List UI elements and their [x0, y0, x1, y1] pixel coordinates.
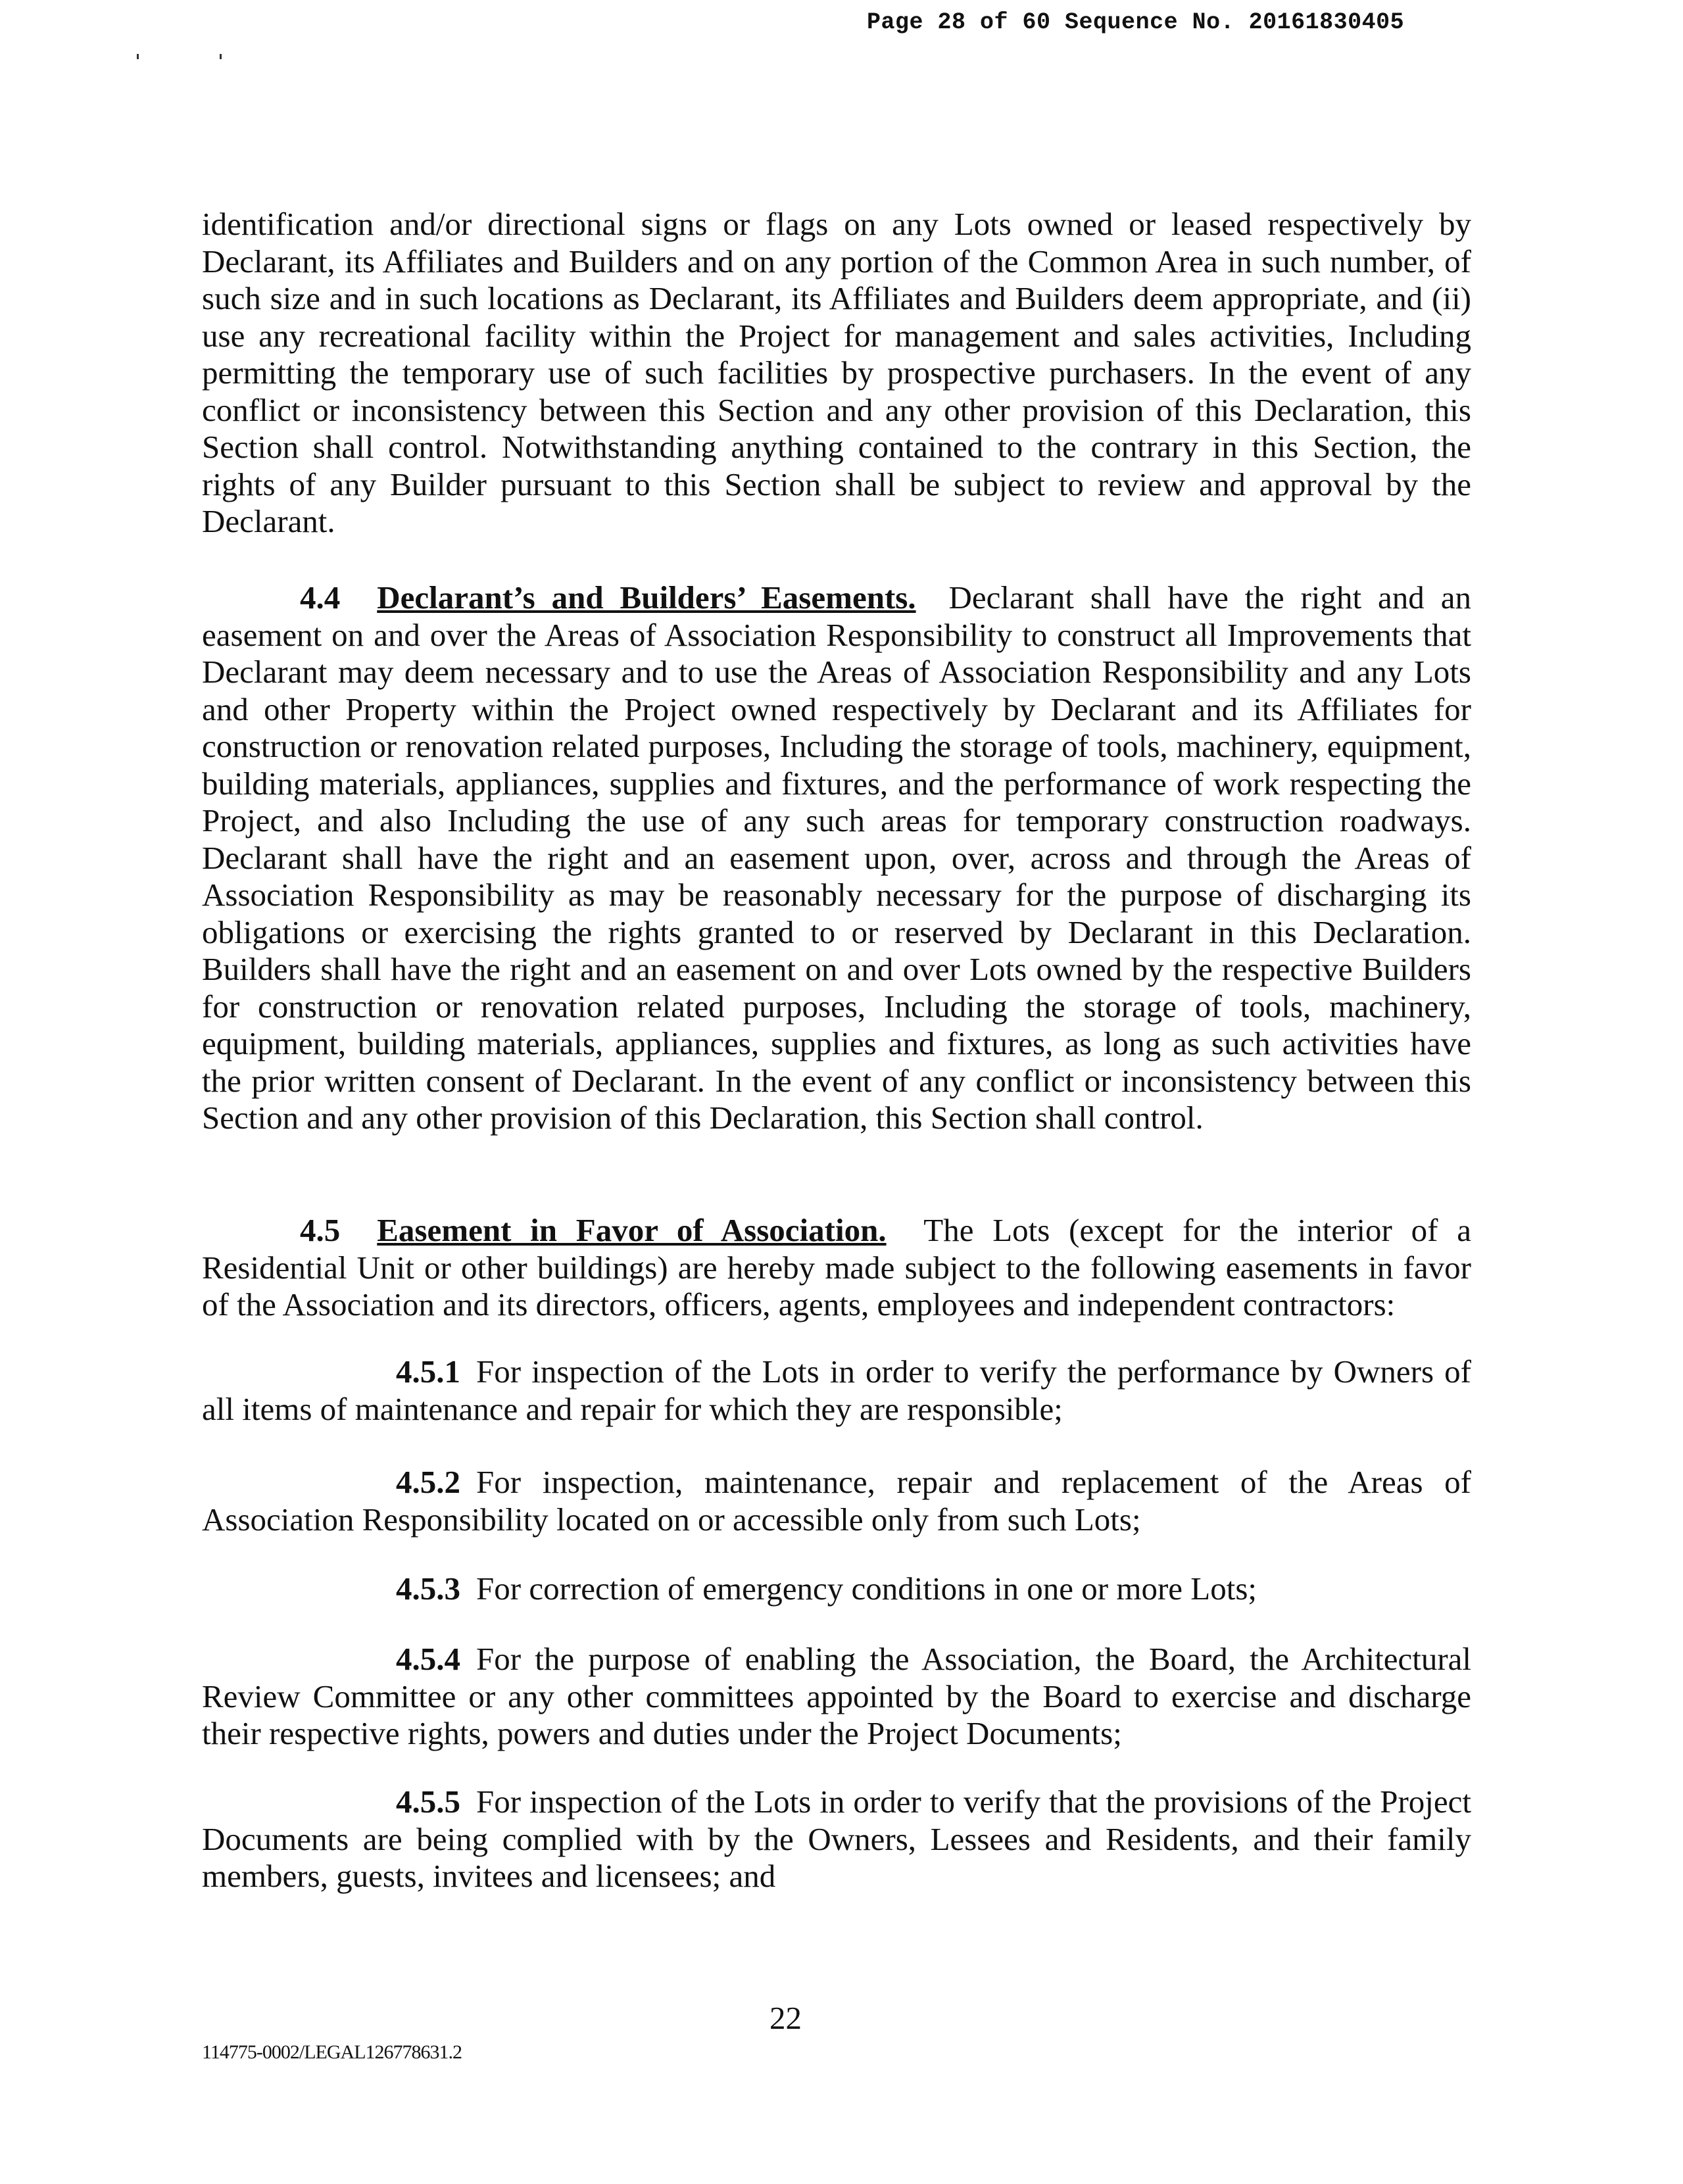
- section-number: 4.5: [300, 1212, 341, 1248]
- section-4-5-3: [202, 1570, 1471, 1608]
- section-number: 4.5.1: [396, 1353, 460, 1390]
- section-text: For inspection of the Lots in order to verify that the provisions of the Project Documents are being complied with by the Owners, Lessees and Residents, and their family members, guests, invitees and licensees; and: [202, 1784, 1471, 1894]
- section-text: For the purpose of enabling the Association, the Board, the Architectural Review Committee or any other committees appointed by the Board to exercise and discharge their respective rights, powers and duties under the Project Documents;: [202, 1641, 1471, 1751]
- section-number: 4.5.5: [396, 1784, 460, 1820]
- section-4-4: [202, 579, 1471, 1137]
- section-number: 4.4: [300, 579, 341, 616]
- section-heading: Easement in Favor of Association.: [377, 1212, 887, 1248]
- section-text: Declarant shall have the right and an easement on and over the Areas of Association Responsibility to construct all Improvements that Declarant may deem necessary and to use the Areas of Association Responsibility and any Lots and other Property within the Project owned respectively by Declarant and its Affiliates for construction or renovation related purposes, Including the storage of tools, machinery, equipment, building materials, appliances, supplies and fixtures, and the performance of work respecting the Project, and also Including the use of any such areas for temporary construction roadways. Declarant shall have the right and an easement upon, over, across and through the Areas of Association Responsibility as may be reasonably necessary for the purpose of discharging its obligations or exercising the rights granted to or reserved by Declarant in this Declaration. Builders shall have the right and an easement on and over Lots owned by the respective Builders for construction or renovation related purposes, Including the storage of tools, machinery, equipment, building materials, appliances, supplies and fixtures, as long as such activities have the prior written consent of Declarant. In the event of any conflict or inconsistency between this Section and any other provision of this Declaration, this Section shall control.: [202, 579, 1471, 1136]
- section-number: 4.5.2: [396, 1464, 460, 1500]
- section-number: 4.5.4: [396, 1641, 460, 1677]
- page-number: 22: [769, 2000, 802, 2036]
- section-heading: Declarant’s and Builders’ Easements.: [377, 579, 916, 616]
- section-4-5: [202, 1212, 1471, 1324]
- scan-mark: [220, 54, 222, 59]
- section-4-5-2: [202, 1464, 1471, 1538]
- section-4-5-5: [202, 1784, 1471, 1895]
- section-4-5-1: [202, 1353, 1471, 1428]
- section-text: For inspection of the Lots in order to verify the performance by Owners of all items of maintenance and repair for which they are responsible;: [202, 1353, 1471, 1427]
- section-text: The Lots (except for the interior of a Residential Unit or other buildings) are hereby made subject to the following easements in favor of the Association and its directors, officers, agents, employees and independent contractors:: [202, 1212, 1471, 1323]
- section-text: For correction of emergency conditions in one or more Lots;: [476, 1570, 1257, 1607]
- section-text: For inspection, maintenance, repair and replacement of the Areas of Association Responsibility located on or accessible only from such Lots;: [202, 1464, 1471, 1538]
- paragraph-continued: identification and/or directional signs or flags on any Lots owned or leased respectively by Declarant, its Affiliates and Builders and on any portion of the Common Area in such number, of such size and in such locations as Declarant, its Affiliates and Builders deem appropriate, and (ii) use any recreational facility within the Project for management and sales activities, Including permitting the temporary use of such facilities by prospective purchasers. In the event of any conflict or inconsistency between this Section and any other provision of this Declaration, this Section shall control. Notwithstanding anything contained to the contrary in this Section, the rights of any Builder pursuant to this Section shall be subject to review and approval by the Declarant.: [202, 206, 1471, 539]
- section-4-5-4: [202, 1641, 1471, 1753]
- section-number: 4.5.3: [396, 1570, 460, 1607]
- scan-mark: [137, 54, 139, 59]
- page-header: Page 28 of 60 Sequence No. 20161830405: [867, 9, 1405, 36]
- document-id: 114775-0002/LEGAL126778631.2: [202, 2041, 462, 2063]
